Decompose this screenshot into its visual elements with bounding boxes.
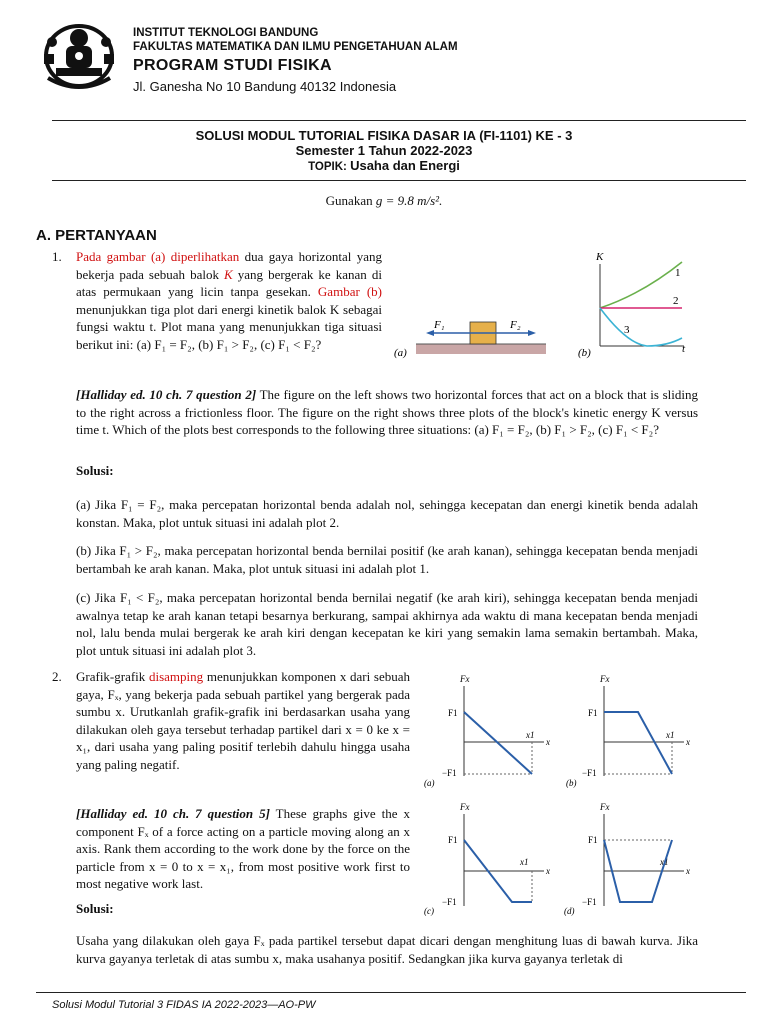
gravity-note [0,192,768,210]
q1-english [76,386,698,439]
q1-text-part2: yang bergerak ke kanan di atas permukaan yang licin tanpa gesekan. [76,266,382,299]
document-title [0,128,768,175]
graph-a-x-label: x [546,737,550,747]
q1-solusi-heading: Solusi: [76,463,114,478]
graph-b-x-label: x [686,737,690,747]
topic-label: TOPIK: [308,161,351,173]
gravity-prefix: Gunakan [325,193,376,208]
q2-english-text: These graphs give the x component Fₓ of a force acting on a particle moving along an x axis. Rank them according to the work done by the force on the particle from x = 0 to x = x₁, from most positive work first to most negative work last. [76,806,410,891]
curve-1-label: 1 [675,267,681,279]
header-divider [52,120,746,121]
address: Jl. Ganesha No 10 Bandung 40132 Indonesia [133,79,397,94]
graph-c-fx-label: Fx [460,802,470,812]
footer-divider [36,992,746,993]
curve-3 [600,308,682,346]
graph-a-fx-label: Fx [460,674,470,684]
program-name: PROGRAM STUDI FISIKA [133,57,332,74]
q1-red-fig-b: Gambar (b) [317,284,383,299]
graph-b-label: (b) [566,778,577,788]
faculty-name: FAKULTAS MATEMATIKA DAN ILMU PENGETAHUAN ALAM [133,41,458,53]
graph-d-x1-label: x1 [660,857,669,867]
institution-block [133,26,458,54]
graph-c-f1-label: F1 [448,835,458,845]
graph-d-label: (d) [564,906,575,916]
graph-c-mf1-label: −F1 [442,897,457,907]
graph-d-f1-label: F1 [588,835,598,845]
graph-c-x1-label: x1 [520,857,529,867]
graph-c [424,802,550,916]
q2-solusi-heading: Solusi: [76,901,114,916]
q2-number: 2. [52,669,62,684]
gravity-value: g = 9.8 m/s². [375,193,443,208]
q1-text-part3: menunjukkan tiga plot dari energi kinetik balok K sebagai fungsi waktu t. Plot mana yang menunjukkan tiga situasi berikut ini: (a) F₁ = F₂, (b) F₁ > F₂, (c) F₁ < F₂? [76,301,382,352]
graph-a-x1-label: x1 [526,730,535,740]
graph-b-x1-label: x1 [666,730,675,740]
q1-text-id [76,248,382,353]
curve-2-label: 2 [673,295,679,307]
topic-value: Usaha dan Energi [350,158,460,173]
footer-text: Solusi Modul Tutorial 3 FIDAS IA 2022-2023—AO-PW [52,999,316,1011]
graph-d-x-label: x [686,866,690,876]
q2-reference: [Halliday ed. 10 ch. 7 question 5] [76,806,270,821]
graph-a-force-line [464,712,532,774]
title-line1: SOLUSI MODUL TUTORIAL FISIKA DASAR IA (FI-1101) KE - 3 [195,128,573,143]
q1-solution-a: (a) Jika F₁ = F₂, maka percepatan horizontal benda adalah nol, sehingga kecepatan dan energi kinetik benda adalah konstan. Maka, plot untuk situasi ini adalah plot 2. [76,497,698,530]
q2-text-part2: menunjukkan komponen x dari sebuah gaya, Fₓ, yang bekerja pada sebuah partikel yang bergerak pada sumbu x. Urutkanlah grafik-grafik ini berdasarkan usaha yang dilakukan oleh gaya tersebut terhadap partikel dari x = 0 ke x = x₁, dari usaha yang paling positif terlebih dahulu hingga usaha yang paling negatif. [76,669,410,772]
k-axis-label: K [596,251,604,263]
topic [0,158,768,175]
graph-b-fx-label: Fx [600,674,610,684]
graph-c-label: (c) [424,906,434,916]
curve-1 [600,262,682,308]
graph-a-f1-label: F1 [448,708,458,718]
graph-b-mf1-label: −F1 [582,768,597,778]
graph-b-force-line [604,712,672,774]
title-divider [52,180,746,181]
curve-3-label: 3 [624,324,630,336]
graph-d [564,802,690,916]
q1-text-part1: dua gaya horizontal yang bekerja pada sebuah balok [76,249,382,282]
institute-name: INSTITUT TEKNOLOGI BANDUNG [133,27,319,39]
fig-a-label: (a) [394,347,407,359]
graph-a-mf1-label: −F1 [442,768,457,778]
f2-label: F₂ [510,319,521,331]
graph-d-fx-label: Fx [600,802,610,812]
q2-text-id [76,668,410,773]
graph-c-x-label: x [546,866,550,876]
q1-solution-c: (c) Jika F₁ < F₂, maka percepatan horizontal benda bernilai negatif (ke arah kiri), sehingga kecepatan benda menjadi awalnya tetap ke arah kanan tetapi besarnya berkurang, sampai akhirnya ada waktu di mana kecepatan benda menjadi nol, lalu benda mulai bergerak ke arah kiri dengan kecepatan ke kiri yang semakin lama semakin bertambah. Maka, plot untuk situasi ini adalah plot 3. [76,590,698,658]
q1-figure [392,246,702,368]
t-axis-label: t [682,343,686,355]
q1-number: 1. [52,249,62,264]
title-line2: Semester 1 Tahun 2022-2023 [295,143,473,158]
floor [416,344,546,354]
graph-d-mf1-label: −F1 [582,897,597,907]
graph-b-f1-label: F1 [588,708,598,718]
f1-label: F₁ [434,319,445,331]
q2-text-part1: Grafik-grafik [76,669,149,684]
q2-red-word: disamping [148,669,204,684]
logo [36,16,122,94]
q1-english-text: The figure on the left shows two horizontal forces that act on a block that is sliding to the right across a frictionless floor. The figure on the right shows three plots of the block's kinetic energy K versus time t. Which of the plots best corresponds to the following three situations: (a) F₁ = F₂, (b) F₁ > F₂, (c) F₁ < F₂? [76,387,698,437]
fig-b-label: (b) [578,347,591,359]
section-a-heading: A. PERTANYAAN [36,227,157,244]
q1-k-symbol: K [224,266,233,282]
q2-graphs [420,668,710,922]
graph-a-label: (a) [424,778,435,788]
q1-red-phrase: Pada gambar (a) diperlihatkan [76,249,240,264]
q2-solution: Usaha yang dilakukan oleh gaya Fₓ pada partikel tersebut dapat dicari dengan menghitung luas di bawah kurva. Jika kurva gayanya terletak di atas sumbu x, maka usahanya positif. Sedangkan jika kurva gayanya terletak di [76,933,698,966]
graph-a [424,674,550,788]
itb-ganesha-logo-icon [36,16,122,94]
q2-english [76,805,410,893]
q1-solution-b: (b) Jika F₁ > F₂, maka percepatan horizontal benda bernilai positif (ke arah kanan), sehingga kecepatan benda menjadi bertambah ke arah kanan. Maka, plot untuk situasi ini adalah plot 1. [76,543,698,576]
graph-b [566,674,690,788]
q1-reference: [Halliday ed. 10 ch. 7 question 2] [76,387,257,402]
